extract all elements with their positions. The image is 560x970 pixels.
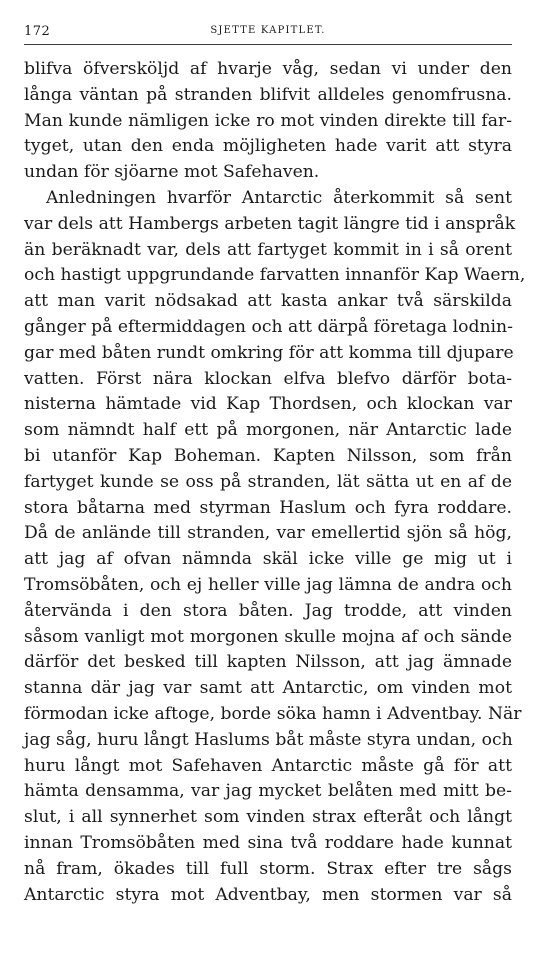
text-line: Då de anlände till stranden, var emellertid sjön så hög, xyxy=(24,523,512,544)
text-line: därför det besked till kapten Nilsson, att jag ämnade xyxy=(24,652,512,673)
text-line: nisterna hämtade vid Kap Thordsen, och klockan var xyxy=(24,394,512,415)
text-line: gar med båten rundt omkring för att komma till djupare xyxy=(24,342,514,363)
page-header xyxy=(24,24,512,44)
text-line: hämta densamma, var jag mycket belåten med mitt be- xyxy=(24,781,512,802)
text-line: innan Tromsöbåten med sina två roddare hade kunnat xyxy=(24,832,512,853)
text-line: återvända i den stora båten. Jag trodde, att vinden xyxy=(24,600,512,621)
paragraph-start-line: Anledningen hvarför Antarctic återkommit så sent xyxy=(46,187,512,208)
text-line: tyget, utan den enda möjligheten hade varit att styra xyxy=(24,136,512,157)
text-line: var dels att Hambergs arbeten tagit längre tid i anspråk xyxy=(24,213,516,234)
paragraph-end-line: undan för sjöarne mot Safehaven. xyxy=(24,162,320,183)
text-line: fartyget kunde se oss på stranden, lät sätta ut en af de xyxy=(24,471,512,492)
text-line: bi utanför Kap Boheman. Kapten Nilsson, som från xyxy=(24,445,512,466)
text-line: nå fram, ökades till full storm. Strax efter tre sågs xyxy=(24,858,512,879)
text-line: vatten. Först nära klockan elfva blefvo därför bota- xyxy=(24,368,512,389)
text-line: stora båtarna med styrman Haslum och fyra roddare. xyxy=(24,497,512,518)
text-line: och hastigt uppgrundande farvatten innanför Kap Waern, xyxy=(24,265,526,286)
text-line: jag såg, huru långt Haslums båt måste styra undan, och xyxy=(24,729,513,750)
text-line: långa väntan på stranden blifvit alldeles genomfrusna. xyxy=(24,84,512,105)
text-line: Man kunde nämligen icke ro mot vinden direkte till far- xyxy=(24,110,512,131)
text-line: än beräknadt var, dels att fartyget kommit in i så orent xyxy=(24,239,512,260)
text-line: förmodan icke aftoge, borde söka hamn i Adventbay. När xyxy=(24,703,522,724)
page-number: 172 xyxy=(24,24,51,39)
body-text xyxy=(24,57,526,908)
text-line: Antarctic styra mot Adventbay, men stormen var så xyxy=(24,884,512,905)
text-line: blifva öfversköljd af hvarje våg, sedan vi under den xyxy=(24,59,512,79)
text-line: att man varit nödsakad att kasta ankar två särskilda xyxy=(24,291,512,312)
text-line: som nämndt half ett på morgonen, när Antarctic lade xyxy=(24,420,512,441)
text-line: gånger på eftermiddagen och att därpå företaga lodnin- xyxy=(24,316,513,337)
header-rule xyxy=(24,44,512,45)
text-line: Tromsöbåten, och ej heller ville jag lämna de andra och xyxy=(24,574,512,595)
running-head: SJETTE KAPITLET. xyxy=(210,25,326,36)
text-line: såsom vanligt mot morgonen skulle mojna af och sände xyxy=(24,626,512,647)
text-line: huru långt mot Safehaven Antarctic måste gå för att xyxy=(24,755,512,776)
text-line: slut, i all synnerhet som vinden strax efteråt och långt xyxy=(24,807,512,828)
text-line: att jag af ofvan nämnda skäl icke ville ge mig ut i xyxy=(24,549,512,570)
text-line: stanna där jag var samt att Antarctic, om vinden mot xyxy=(24,678,512,699)
